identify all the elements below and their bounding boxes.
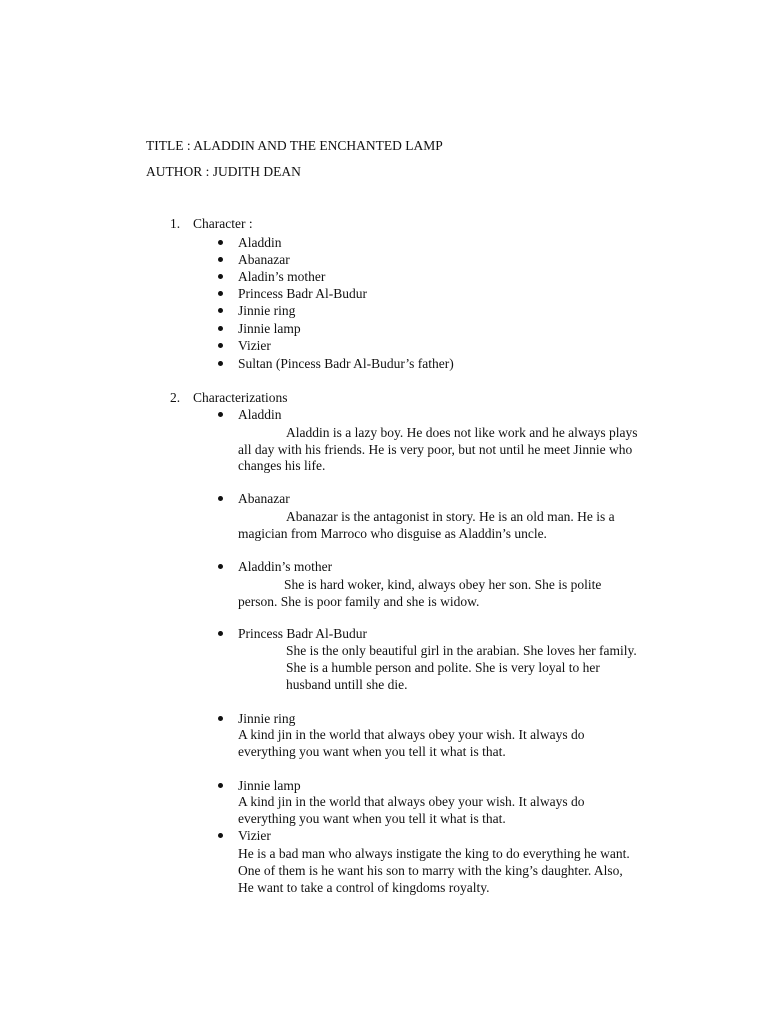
character-name: Abanazar bbox=[238, 491, 290, 506]
character-list-item: Sultan (Pincess Badr Al-Budur’s father) bbox=[238, 356, 454, 371]
description-line: He want to take a control of kingdoms royalty. bbox=[238, 880, 490, 895]
character-name: Princess Badr Al-Budur bbox=[238, 626, 367, 641]
section-heading: Characterizations bbox=[193, 390, 288, 405]
bullet-icon bbox=[218, 308, 223, 313]
description-line: husband untill she die. bbox=[286, 677, 408, 692]
description-line: everything you want when you tell it what is that. bbox=[238, 744, 506, 759]
bullet-icon bbox=[218, 716, 223, 721]
bullet-icon bbox=[218, 631, 223, 636]
character-list-item: Princess Badr Al-Budur bbox=[238, 286, 367, 301]
character-list-item: Abanazar bbox=[238, 252, 290, 267]
character-name: Aladdin’s mother bbox=[238, 559, 333, 574]
title-line: TITLE : ALADDIN AND THE ENCHANTED LAMP bbox=[146, 138, 443, 153]
bullet-icon bbox=[218, 274, 223, 279]
character-list-item: Aladin’s mother bbox=[238, 269, 326, 284]
character-name: Jinnie lamp bbox=[238, 778, 301, 793]
bullet-icon bbox=[218, 496, 223, 501]
description-line: person. She is poor family and she is widow. bbox=[238, 594, 480, 609]
character-list-item: Jinnie ring bbox=[238, 303, 296, 318]
bullet-icon bbox=[218, 326, 223, 331]
description-line: She is hard woker, kind, always obey her son. She is polite bbox=[284, 577, 602, 592]
description-line: One of them is he want his son to marry with the king’s daughter. Also, bbox=[238, 863, 623, 878]
description-line: everything you want when you tell it what is that. bbox=[238, 811, 506, 826]
description-line: magician from Marroco who disguise as Aladdin’s uncle. bbox=[238, 526, 547, 541]
character-list-item: Jinnie lamp bbox=[238, 321, 301, 336]
description-line: He is a bad man who always instigate the king to do everything he want. bbox=[238, 846, 630, 861]
bullet-icon bbox=[218, 412, 223, 417]
section-number: 2. bbox=[170, 390, 181, 405]
character-name: Aladdin bbox=[238, 407, 282, 422]
section-heading: Character : bbox=[193, 216, 253, 231]
description-line: Abanazar is the antagonist in story. He is an old man. He is a bbox=[286, 509, 615, 524]
bullet-icon bbox=[218, 240, 223, 245]
bullet-icon bbox=[218, 833, 223, 838]
character-name: Jinnie ring bbox=[238, 711, 296, 726]
description-line: Aladdin is a lazy boy. He does not like work and he always plays bbox=[286, 425, 638, 440]
character-list-item: Vizier bbox=[238, 338, 271, 353]
description-line: She is a humble person and polite. She is very loyal to her bbox=[286, 660, 600, 675]
bullet-icon bbox=[218, 291, 223, 296]
section-number: 1. bbox=[170, 216, 181, 231]
description-line: A kind jin in the world that always obey your wish. It always do bbox=[238, 727, 585, 742]
author-line: AUTHOR : JUDITH DEAN bbox=[146, 164, 301, 179]
description-line: She is the only beautiful girl in the arabian. She loves her family. bbox=[286, 643, 637, 658]
bullet-icon bbox=[218, 783, 223, 788]
bullet-icon bbox=[218, 361, 223, 366]
character-list-item: Aladdin bbox=[238, 235, 282, 250]
description-line: changes his life. bbox=[238, 458, 326, 473]
bullet-icon bbox=[218, 564, 223, 569]
description-line: all day with his friends. He is very poor, but not until he meet Jinnie who bbox=[238, 442, 633, 457]
bullet-icon bbox=[218, 343, 223, 348]
description-line: A kind jin in the world that always obey your wish. It always do bbox=[238, 794, 585, 809]
bullet-icon bbox=[218, 257, 223, 262]
character-name: Vizier bbox=[238, 828, 271, 843]
